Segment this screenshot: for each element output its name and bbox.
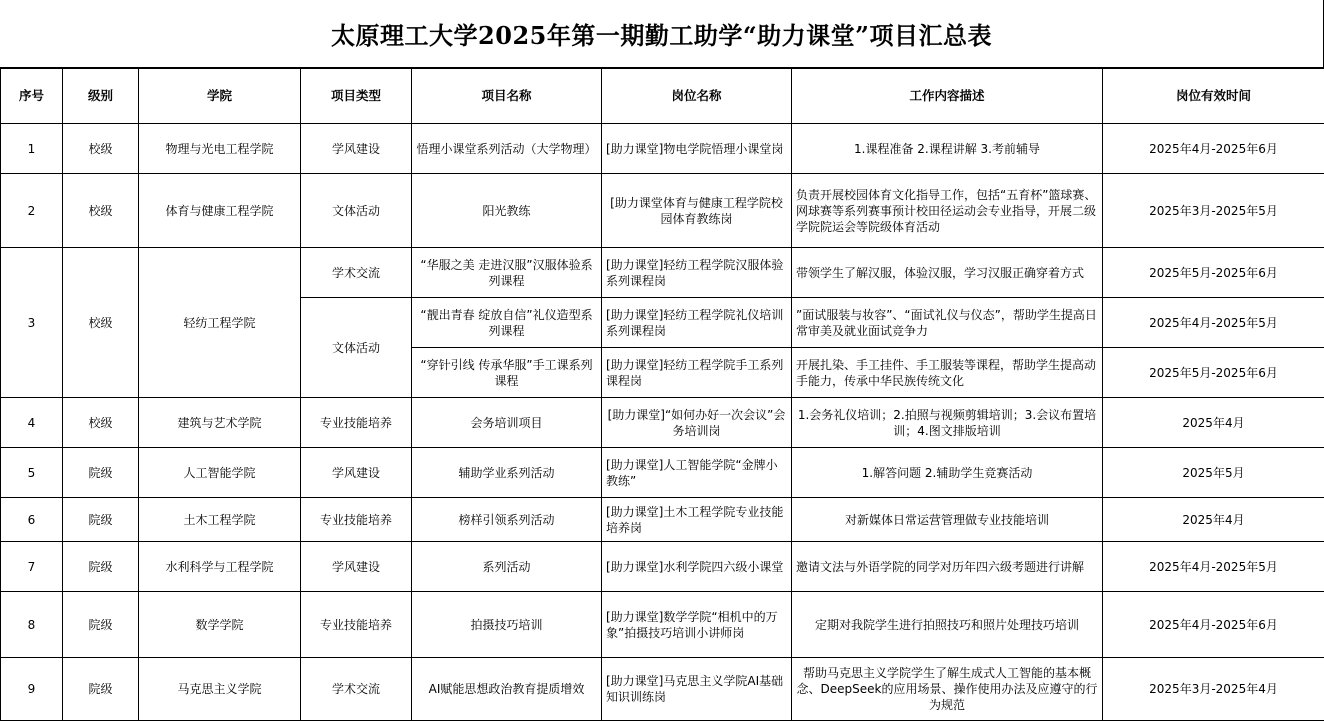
cell-no: 2	[1, 174, 63, 248]
cell-project: AI赋能思想政治教育提质增效	[412, 658, 602, 721]
table-row	[1, 448, 1324, 498]
cell-college: 体育与健康工程学院	[139, 174, 301, 248]
cell-level: 校级	[63, 398, 139, 448]
cell-desc: 帮助马克思主义学院学生了解生成式人工智能的基本概念、DeepSeek的应用场景、操作使用办法及应遵守的行为规范	[792, 658, 1103, 721]
cell-desc: 1.解答问题 2.辅助学生竞赛活动	[792, 448, 1103, 498]
cell-level: 院级	[63, 542, 139, 592]
cell-desc: 对新媒体日常运营管理做专业技能培训	[792, 498, 1103, 542]
cell-type: 专业技能培养	[301, 498, 412, 542]
cell-no: 1	[1, 124, 63, 174]
table-row	[1, 498, 1324, 542]
cell-type: 学术交流	[301, 658, 412, 721]
cell-period: 2025年3月-2025年5月	[1103, 174, 1324, 248]
cell-project: 系列活动	[412, 542, 602, 592]
table-row	[1, 124, 1324, 174]
cell-desc: 开展扎染、手工挂件、手工服装等课程，帮助学生提高动手能力，传承中华民族传统文化	[792, 348, 1103, 398]
cell-college: 物理与光电工程学院	[139, 124, 301, 174]
cell-project: “穿针引线 传承华服”手工课系列课程	[412, 348, 602, 398]
header-desc: 工作内容描述	[792, 69, 1103, 124]
cell-no: 3	[1, 248, 63, 398]
cell-no: 8	[1, 592, 63, 658]
table-row	[1, 398, 1324, 448]
cell-desc: ”面试服装与妆容”、“面试礼仪与仪态”，帮助学生提高日常审美及就业面试竞争力	[792, 298, 1103, 348]
cell-period: 2025年4月	[1103, 498, 1324, 542]
cell-post: [助力课堂]物电学院悟理小课堂岗	[602, 124, 792, 174]
cell-college: 人工智能学院	[139, 448, 301, 498]
cell-no: 6	[1, 498, 63, 542]
cell-period: 2025年5月	[1103, 448, 1324, 498]
cell-desc: 邀请文法与外语学院的同学对历年四六级考题进行讲解	[792, 542, 1103, 592]
cell-project: 悟理小课堂系列活动（大学物理）	[412, 124, 602, 174]
cell-type: 学风建设	[301, 542, 412, 592]
header-no: 序号	[1, 69, 63, 124]
cell-type: 学风建设	[301, 124, 412, 174]
cell-project: 会务培训项目	[412, 398, 602, 448]
cell-project: “华服之美 走进汉服”汉服体验系列课程	[412, 248, 602, 298]
cell-post: [助力课堂]土木工程学院专业技能培养岗	[602, 498, 792, 542]
cell-desc: 带领学生了解汉服，体验汉服，学习汉服正确穿着方式	[792, 248, 1103, 298]
cell-level: 院级	[63, 448, 139, 498]
cell-college: 建筑与艺术学院	[139, 398, 301, 448]
header-college: 学院	[139, 69, 301, 124]
cell-period: 2025年4月-2025年5月	[1103, 298, 1324, 348]
cell-post: [助力课堂]轻纺工程学院汉服体验系列课程岗	[602, 248, 792, 298]
cell-college: 数学学院	[139, 592, 301, 658]
cell-type: 文体活动	[301, 174, 412, 248]
cell-level: 校级	[63, 174, 139, 248]
cell-no: 5	[1, 448, 63, 498]
cell-desc: 1.课程准备 2.课程讲解 3.考前辅导	[792, 124, 1103, 174]
cell-level: 校级	[63, 248, 139, 398]
header-project: 项目名称	[412, 69, 602, 124]
table-row	[1, 592, 1324, 658]
header-type: 项目类型	[301, 69, 412, 124]
cell-desc: 负责开展校园体育文化指导工作，包括“五育杯”篮球赛、网球赛等系列赛事预计校田径运动会专业指导，开展二级学院院运会等院级体育活动	[792, 174, 1103, 248]
cell-type: 学术交流	[301, 248, 412, 298]
cell-period: 2025年4月-2025年5月	[1103, 542, 1324, 592]
table-row	[1, 248, 1324, 298]
cell-type: 文体活动	[301, 298, 412, 398]
cell-post: [助力课堂]数学学院“相机中的万象”拍摄技巧培训小讲师岗	[602, 592, 792, 658]
cell-period: 2025年4月	[1103, 398, 1324, 448]
cell-level: 院级	[63, 498, 139, 542]
table-title: 太原理工大学2025年第一期勤工助学“助力课堂”项目汇总表	[0, 0, 1324, 68]
cell-post: [助力课堂]水利学院四六级小课堂	[602, 542, 792, 592]
cell-project: 榜样引领系列活动	[412, 498, 602, 542]
cell-project: 阳光教练	[412, 174, 602, 248]
cell-period: 2025年3月-2025年4月	[1103, 658, 1324, 721]
cell-project: 辅助学业系列活动	[412, 448, 602, 498]
cell-no: 7	[1, 542, 63, 592]
cell-post: [助力课堂]轻纺工程学院礼仪培训系列课程岗	[602, 298, 792, 348]
cell-level: 院级	[63, 658, 139, 721]
cell-type: 学风建设	[301, 448, 412, 498]
cell-post: [助力课堂体育与健康工程学院校园体育教练岗	[602, 174, 792, 248]
header-row	[1, 69, 1324, 124]
cell-college: 水利科学与工程学院	[139, 542, 301, 592]
header-period: 岗位有效时间	[1103, 69, 1324, 124]
cell-post: [助力课堂]轻纺工程学院手工系列课程岗	[602, 348, 792, 398]
header-level: 级别	[63, 69, 139, 124]
summary-table	[0, 68, 1324, 721]
cell-period: 2025年5月-2025年6月	[1103, 348, 1324, 398]
cell-period: 2025年4月-2025年6月	[1103, 592, 1324, 658]
header-post: 岗位名称	[602, 69, 792, 124]
cell-period: 2025年5月-2025年6月	[1103, 248, 1324, 298]
cell-no: 9	[1, 658, 63, 721]
cell-post: [助力课堂]人工智能学院“金牌小教练”	[602, 448, 792, 498]
cell-college: 轻纺工程学院	[139, 248, 301, 398]
table-row	[1, 542, 1324, 592]
cell-project: 拍摄技巧培训	[412, 592, 602, 658]
table-row	[1, 658, 1324, 721]
cell-period: 2025年4月-2025年6月	[1103, 124, 1324, 174]
cell-type: 专业技能培养	[301, 398, 412, 448]
cell-college: 马克思主义学院	[139, 658, 301, 721]
table-row	[1, 174, 1324, 248]
cell-no: 4	[1, 398, 63, 448]
cell-post: [助力课堂]马克思主义学院AI基础知识训练岗	[602, 658, 792, 721]
cell-project: “靓出青春 绽放自信”礼仪造型系列课程	[412, 298, 602, 348]
cell-college: 土木工程学院	[139, 498, 301, 542]
cell-desc: 1.会务礼仪培训；2.拍照与视频剪辑培训；3.会议布置培训；4.图文排版培训	[792, 398, 1103, 448]
cell-desc: 定期对我院学生进行拍照技巧和照片处理技巧培训	[792, 592, 1103, 658]
cell-level: 院级	[63, 592, 139, 658]
cell-post: [助力课堂]“如何办好一次会议”会务培训岗	[602, 398, 792, 448]
cell-level: 校级	[63, 124, 139, 174]
cell-type: 专业技能培养	[301, 592, 412, 658]
